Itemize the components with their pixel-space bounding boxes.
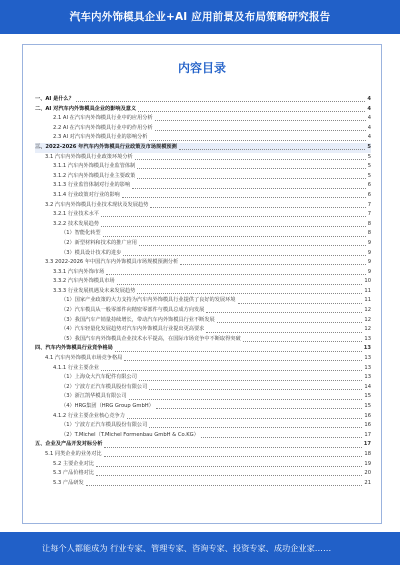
toc-leader-dots bbox=[101, 226, 366, 227]
toc-entry-text: 5.1 同类企业的业务对比 bbox=[45, 450, 102, 457]
toc-entry[interactable] bbox=[35, 412, 371, 422]
toc-entry[interactable] bbox=[35, 460, 371, 470]
toc-entry-page: 21 bbox=[364, 479, 371, 486]
toc-leader-dots bbox=[129, 399, 363, 400]
toc-leader-dots bbox=[122, 197, 366, 198]
toc-leader-dots bbox=[104, 447, 361, 448]
toc-leader-dots bbox=[104, 456, 363, 457]
toc-leader-dots bbox=[135, 159, 366, 160]
toc-entry-text: 4.1.1 行业主要企业 bbox=[53, 364, 99, 371]
toc-entry[interactable] bbox=[35, 172, 371, 182]
toc-entry-page: 15 bbox=[364, 403, 371, 409]
toc-entry[interactable] bbox=[35, 344, 371, 354]
toc-title: 内容目录 bbox=[177, 61, 226, 75]
toc-leader-dots bbox=[156, 408, 363, 409]
toc-entry[interactable] bbox=[35, 392, 371, 402]
toc-leader-dots bbox=[150, 207, 365, 208]
toc-entry-page: 13 bbox=[363, 345, 371, 352]
toc-entry[interactable] bbox=[35, 335, 371, 345]
toc-entry-text: 三、2022-2026 年汽车内外饰模具行业政策及市场规模预测 bbox=[35, 143, 177, 150]
toc-leader-dots bbox=[149, 140, 365, 141]
toc-entry[interactable] bbox=[35, 239, 371, 249]
toc-entry[interactable] bbox=[35, 479, 371, 489]
toc-entry-page: 13 bbox=[364, 374, 371, 381]
toc-entry[interactable] bbox=[35, 105, 371, 115]
toc-entry-page: 12 bbox=[364, 316, 371, 323]
toc-entry-page: 5 bbox=[367, 172, 371, 179]
toc-leader-dots bbox=[127, 418, 362, 419]
toc-entry-page: 9 bbox=[367, 259, 371, 266]
toc-leader-dots bbox=[137, 293, 362, 294]
toc-entry-text: 2.1 AI 在汽车内外饰模具行业中的应用分析 bbox=[53, 115, 153, 122]
toc-entry[interactable] bbox=[35, 364, 371, 374]
toc-leader-dots bbox=[96, 466, 362, 467]
toc-leader-dots bbox=[106, 274, 366, 275]
toc-leader-dots bbox=[76, 101, 365, 102]
toc-entry-text: 3.2 汽车内外饰模具行业技术现状及发展趋势 bbox=[45, 201, 149, 208]
toc-entry-page: 7 bbox=[367, 211, 371, 218]
toc-entry-page: 12 bbox=[364, 326, 371, 333]
toc-entry[interactable] bbox=[35, 306, 371, 316]
toc-leader-dots bbox=[201, 437, 363, 438]
toc-entry[interactable] bbox=[35, 440, 371, 450]
toc-entry-text: 3.2.1 行业技术水平 bbox=[53, 211, 99, 218]
toc-leader-dots bbox=[206, 312, 362, 313]
toc-leader-dots bbox=[123, 255, 365, 256]
toc-entry-text: （2）宁波方正汽车模具股份有限公司 bbox=[61, 383, 148, 390]
footer-slogan-bar bbox=[0, 532, 400, 565]
footer-slogan: 让每个人都能成为 行业专家、管理专家、咨询专家、投资专家、成功企业家…… bbox=[42, 543, 332, 553]
toc-entry[interactable] bbox=[35, 421, 371, 431]
toc-entry-page: 9 bbox=[367, 268, 371, 275]
toc-leader-dots bbox=[124, 360, 362, 361]
toc-entry[interactable] bbox=[35, 201, 371, 211]
toc-entry-text: （1）上海众大汽车配件有限公司 bbox=[61, 374, 137, 381]
toc-entry[interactable] bbox=[35, 268, 371, 278]
toc-entry-page: 17 bbox=[364, 431, 371, 438]
toc-entry-text: 3.1 汽车内外饰模具行业政策环境分析 bbox=[45, 153, 133, 160]
toc-entry-page: 15 bbox=[364, 393, 371, 400]
toc-entry-text: （2）新型材料和技术的推广应用 bbox=[61, 239, 137, 246]
toc-entry[interactable] bbox=[35, 153, 371, 163]
toc-entry[interactable] bbox=[35, 296, 371, 306]
toc-entry[interactable] bbox=[35, 354, 371, 364]
toc-entry[interactable] bbox=[35, 220, 371, 230]
toc-entry-text: 二、AI 对汽车内外饰模具企业的影响及意义 bbox=[35, 105, 137, 112]
toc-entry[interactable] bbox=[35, 402, 371, 412]
toc-entry-page: 4 bbox=[367, 134, 371, 141]
toc-entry-text: 3.1.2 汽车内外饰模具行业主要政策 bbox=[53, 172, 136, 179]
toc-leader-dots bbox=[137, 168, 365, 169]
toc-entry-text: 3.3.2 汽车内外饰模具市场 bbox=[53, 278, 115, 285]
toc-entry[interactable] bbox=[35, 316, 371, 326]
toc-entry-page: 4 bbox=[367, 115, 371, 122]
toc-leader-dots bbox=[243, 341, 363, 342]
toc-leader-dots bbox=[101, 216, 366, 217]
toc-entry-page: 17 bbox=[363, 441, 371, 448]
toc-leader-dots bbox=[139, 380, 362, 381]
toc-entry[interactable] bbox=[35, 133, 371, 143]
toc-entry-text: 5.3 产品价格对比 bbox=[53, 470, 95, 477]
toc-leader-dots bbox=[115, 351, 362, 352]
toc-entry-text: 3.3.3 行业发展机遇及未来发展趋势 bbox=[53, 287, 136, 294]
toc-entry-text: 3.1.1 汽车内外饰模具行业监管体制 bbox=[53, 163, 136, 170]
toc-leader-dots bbox=[149, 427, 362, 428]
toc-entry-text: （3）我国汽车产销量持续增长，带动汽车内外饰模具行业不断发展 bbox=[61, 316, 215, 323]
toc-entry-page: 5 bbox=[367, 143, 371, 150]
toc-leader-dots bbox=[238, 303, 363, 304]
toc-entry[interactable] bbox=[35, 469, 371, 479]
toc-entry-page: 5 bbox=[367, 153, 371, 160]
toc-leader-dots bbox=[149, 389, 362, 390]
toc-entry[interactable] bbox=[35, 383, 371, 393]
toc-leader-dots bbox=[155, 130, 366, 131]
toc-entry-text: 3.1.4 行业政策对行业的影响 bbox=[53, 191, 120, 198]
toc-entry-page: 12 bbox=[364, 307, 371, 314]
toc-entry-page: 14 bbox=[364, 383, 371, 390]
toc-leader-dots bbox=[103, 236, 366, 237]
toc-entry-page: 16 bbox=[364, 412, 371, 419]
toc-entry-text: 2.2 AI 在汽车内外饰模具行业中的作用分析 bbox=[53, 124, 153, 131]
toc-leader-dots bbox=[86, 485, 363, 486]
toc-leader-dots bbox=[155, 120, 366, 121]
toc-entry-text: 5.3 产品研发 bbox=[53, 479, 84, 486]
toc-entry-page: 4 bbox=[367, 96, 371, 102]
toc-entry-page: 18 bbox=[364, 450, 371, 457]
toc-leader-dots bbox=[101, 370, 362, 371]
toc-entry-page: 10 bbox=[364, 278, 371, 285]
toc-leader-dots bbox=[132, 188, 366, 189]
toc-entry[interactable] bbox=[35, 114, 371, 124]
toc-entry-page: 5 bbox=[367, 163, 371, 170]
toc-entry-page: 20 bbox=[364, 470, 371, 477]
toc-entry[interactable] bbox=[35, 191, 371, 201]
toc-entry-text: 3.2.2 技术发展趋势 bbox=[53, 220, 99, 227]
toc-entry-page: 13 bbox=[364, 355, 371, 362]
toc-entry-text: 3.3 2022-2026 年中国汽车内外饰模具市场规模预测分析 bbox=[45, 259, 179, 266]
toc-entry[interactable] bbox=[35, 229, 371, 239]
toc-entry[interactable] bbox=[35, 162, 371, 172]
toc-entry-page: 19 bbox=[364, 460, 371, 467]
toc-entry-page: 9 bbox=[367, 249, 371, 256]
toc-entry[interactable] bbox=[35, 325, 371, 335]
toc-entry-text: （1）国家产业政策的大力支持为汽车内外饰模具行业提供了良好的发展环境 bbox=[61, 297, 236, 304]
toc-entry[interactable] bbox=[35, 277, 371, 287]
toc-entry-page: 11 bbox=[364, 287, 371, 294]
toc-entry-text: 3.1.3 行业监管体制对行业的影响 bbox=[53, 182, 131, 189]
toc-entry-text: 4.1 汽车内外饰模具市场竞争格局 bbox=[45, 355, 123, 362]
toc-entry-text: 五、企业及产品开发对标分析 bbox=[35, 441, 103, 448]
toc-entry-page: 8 bbox=[367, 230, 371, 237]
toc-entry-page: 4 bbox=[367, 105, 371, 112]
toc-entry-text: （1）智能化转型 bbox=[61, 230, 101, 237]
toc-leader-dots bbox=[206, 332, 362, 333]
toc-entry-page: 13 bbox=[364, 364, 371, 371]
toc-entry-page: 13 bbox=[364, 335, 371, 342]
toc-entry[interactable] bbox=[35, 431, 371, 441]
toc-leader-dots bbox=[217, 322, 363, 323]
toc-entry-text: （1）宁波方正汽车模具股份有限公司 bbox=[61, 422, 148, 429]
toc-entry[interactable] bbox=[35, 124, 371, 134]
toc-entry-text: （5）我国汽车内外饰模具企业技术水平提高，在国际市场竞争中不断取得突破 bbox=[61, 335, 241, 342]
toc-entry[interactable] bbox=[35, 450, 371, 460]
toc-entry-text: 4.1.2 行业主要企业核心竞争力 bbox=[53, 412, 125, 419]
toc-entry-text: 2.3 AI 对汽车内外饰模具行业的影响分析 bbox=[53, 134, 148, 141]
toc-entry-text: （3）模具设计技术的进步 bbox=[61, 249, 122, 256]
toc-entry-text: （2）汽车模具从一般零部件向精密零部件与模具总成方向发展 bbox=[61, 307, 205, 314]
toc-entry[interactable] bbox=[35, 258, 371, 268]
toc-list bbox=[35, 95, 371, 488]
toc-leader-dots bbox=[117, 284, 363, 285]
toc-entry[interactable] bbox=[35, 143, 371, 153]
toc-frame bbox=[22, 44, 382, 524]
toc-entry[interactable] bbox=[35, 249, 371, 259]
report-header-bar bbox=[0, 0, 400, 34]
toc-entry[interactable] bbox=[35, 181, 371, 191]
report-title: 汽车内外饰模具企业+AI 应用前景及布局策略研究报告 bbox=[69, 11, 331, 23]
toc-entry-page: 4 bbox=[367, 124, 371, 131]
toc-entry-page: 9 bbox=[367, 239, 371, 246]
toc-leader-dots bbox=[96, 475, 362, 476]
toc-leader-dots bbox=[180, 264, 365, 265]
toc-entry-text: （4）汽车轻量化发展趋势对汽车内外饰模具行业提出更高要求 bbox=[61, 326, 205, 333]
toc-entry-text: 5.2 主要企业对比 bbox=[53, 460, 95, 467]
toc-entry-page: 6 bbox=[367, 191, 371, 198]
toc-leader-dots bbox=[138, 111, 365, 112]
toc-entry-text: 3.3.1 汽车内外饰市场 bbox=[53, 268, 105, 275]
toc-entry[interactable] bbox=[35, 373, 371, 383]
toc-entry-text: 一、AI 是什么？ bbox=[35, 96, 74, 102]
toc-entry-page: 8 bbox=[367, 220, 371, 227]
toc-entry[interactable] bbox=[35, 95, 371, 105]
toc-leader-dots bbox=[139, 245, 366, 246]
toc-entry-text: （4）HRG集团（HRG Group GmbH） bbox=[61, 403, 154, 409]
toc-entry-page: 16 bbox=[364, 422, 371, 429]
toc-entry-text: （2）T.Michel（T.Michel Formenbau GmbH & Co.KG） bbox=[61, 431, 199, 438]
toc-leader-dots bbox=[137, 178, 365, 179]
toc-entry-page: 6 bbox=[367, 182, 371, 189]
toc-entry[interactable] bbox=[35, 287, 371, 297]
toc-entry[interactable] bbox=[35, 210, 371, 220]
toc-entry-page: 11 bbox=[364, 297, 371, 304]
toc-entry-text: （3）浙江凯华模具有限公司 bbox=[61, 393, 127, 400]
toc-leader-dots bbox=[179, 149, 366, 150]
toc-entry-text: 四、汽车内外饰模具行业竞争格局 bbox=[35, 345, 113, 352]
toc-entry-page: 7 bbox=[367, 201, 371, 208]
